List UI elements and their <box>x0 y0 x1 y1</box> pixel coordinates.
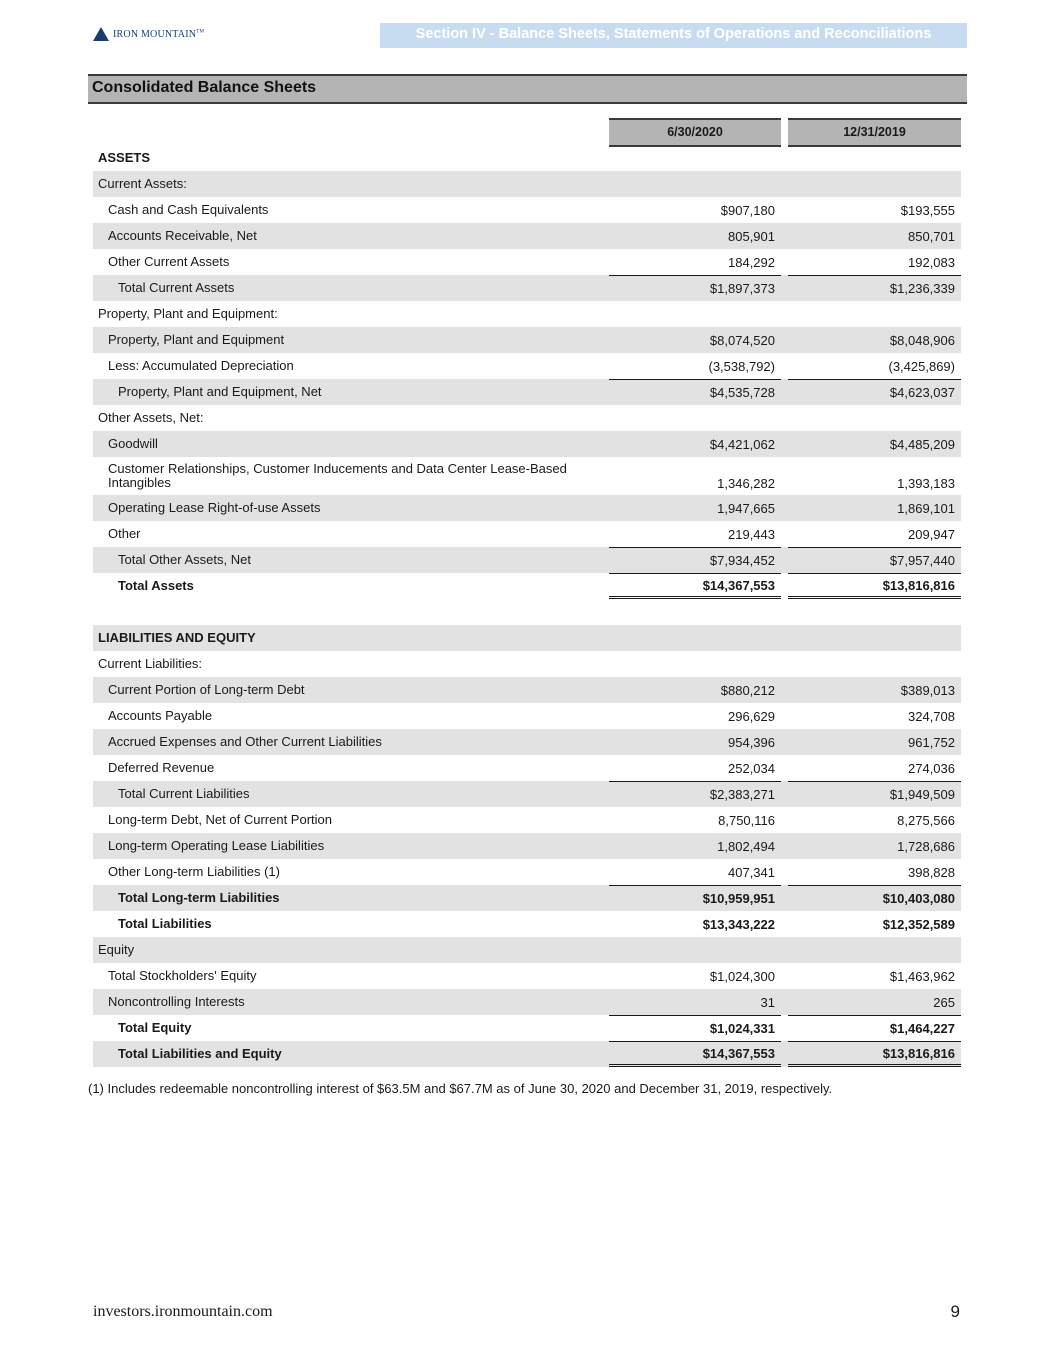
value-2020: 184,292 <box>728 254 775 270</box>
value-2019: 265 <box>933 994 955 1010</box>
value-2020: $7,934,452 <box>609 547 781 573</box>
row-label: Total Equity <box>118 1020 192 1035</box>
value-2020: 296,629 <box>728 708 775 724</box>
value-2019: $13,816,816 <box>788 573 961 599</box>
liabilities-equity-heading-row <box>93 625 961 651</box>
value-2020: $14,367,553 <box>609 573 781 599</box>
other-assets-heading-row <box>93 405 961 431</box>
row-label: Other <box>108 526 141 541</box>
deferred-revenue-row <box>93 755 961 781</box>
spacer-row <box>93 599 961 625</box>
total-current-assets-row <box>93 275 961 301</box>
row-label: Accrued Expenses and Other Current Liabilities <box>108 734 382 749</box>
row-label: Cash and Cash Equivalents <box>108 202 269 217</box>
row-label: Other Current Assets <box>108 254 230 269</box>
value-2020: (3,538,792) <box>708 358 775 374</box>
total-lt-liabilities-row <box>93 885 961 911</box>
value-2020: $2,383,271 <box>609 781 781 807</box>
value-2019: 1,728,686 <box>897 838 955 854</box>
operating-lease-assets-row <box>93 495 961 521</box>
value-2020: 954,396 <box>728 734 775 750</box>
row-label: Less: Accumulated Depreciation <box>108 358 294 373</box>
value-2019: $193,555 <box>900 202 955 218</box>
other-current-assets-row <box>93 249 961 275</box>
row-label: Current Liabilities: <box>98 656 203 671</box>
value-2020: $13,343,222 <box>702 916 775 932</box>
total-liabilities-row <box>93 911 961 937</box>
noncontrolling-interests-row <box>93 989 961 1015</box>
value-2020: 252,034 <box>728 760 775 776</box>
current-portion-ltd-row <box>93 677 961 703</box>
row-label: Total Other Assets, Net <box>118 552 251 567</box>
logo-text: IRON MOUNTAIN™ <box>113 28 205 40</box>
row-label: Property, Plant and Equipment <box>108 332 285 347</box>
row-label: Long-term Operating Lease Liabilities <box>108 838 325 853</box>
row-label: Operating Lease Right-of-use Assets <box>108 500 321 515</box>
accounts-receivable-row <box>93 223 961 249</box>
value-2020: $14,367,553 <box>609 1041 781 1067</box>
other-assets-row <box>93 521 961 547</box>
value-2019: $7,957,440 <box>788 547 961 573</box>
page-number: 9 <box>950 1302 960 1321</box>
value-2019: $1,949,509 <box>788 781 961 807</box>
value-2020: 8,750,116 <box>718 812 775 828</box>
row-label: Customer Relationships, Customer Inducements and Data Center Lease-Based Intangibles <box>108 461 567 490</box>
row-label: Accounts Payable <box>108 708 213 723</box>
value-2019: $4,623,037 <box>788 379 961 405</box>
ppe-heading-row <box>93 301 961 327</box>
row-label: Other Assets, Net: <box>98 410 204 425</box>
value-2019: 192,083 <box>908 254 955 270</box>
accrued-expenses-row <box>93 729 961 755</box>
row-label: Current Portion of Long-term Debt <box>108 682 305 697</box>
total-other-assets-row <box>93 547 961 573</box>
equity-heading-row <box>93 937 961 963</box>
column-header-12-31-2019: 12/31/2019 <box>788 118 961 147</box>
row-label: Property, Plant and Equipment: <box>98 306 278 321</box>
value-2019: $389,013 <box>900 682 955 698</box>
long-term-debt-row <box>93 807 961 833</box>
row-label: Equity <box>98 942 135 957</box>
value-2020: 407,341 <box>728 864 775 880</box>
value-2019: 1,393,183 <box>897 476 955 491</box>
ppe-row <box>93 327 961 353</box>
value-2020: $1,024,331 <box>609 1015 781 1041</box>
value-2019: 324,708 <box>908 708 955 724</box>
value-2020: 1,947,665 <box>717 500 775 516</box>
value-2020: $1,024,300 <box>709 968 775 984</box>
row-label: Goodwill <box>108 436 158 451</box>
lt-operating-lease-row <box>93 833 961 859</box>
row-label: Other Long-term Liabilities (1) <box>108 864 280 879</box>
row-label: Long-term Debt, Net of Current Portion <box>108 812 332 827</box>
value-2019: $13,816,816 <box>788 1041 961 1067</box>
row-label: Total Current Liabilities <box>118 786 250 801</box>
value-2020: 31 <box>760 994 775 1010</box>
row-label: Total Long-term Liabilities <box>118 890 280 905</box>
value-2019: $4,485,209 <box>889 436 955 452</box>
value-2020: $10,959,951 <box>609 885 781 911</box>
mountain-logo-icon <box>93 27 109 41</box>
ppe-net-row <box>93 379 961 405</box>
value-2019: 1,869,101 <box>897 500 955 516</box>
value-2020: 1,802,494 <box>717 838 775 854</box>
value-2020: $4,421,062 <box>709 436 775 452</box>
value-2019: $10,403,080 <box>788 885 961 911</box>
row-label: Accounts Receivable, Net <box>108 228 257 243</box>
row-label: Noncontrolling Interests <box>108 994 245 1009</box>
row-label: Total Liabilities and Equity <box>118 1046 282 1061</box>
section-banner: Section IV - Balance Sheets, Statements of Operations and Reconciliations <box>380 23 967 48</box>
row-label: Total Assets <box>118 578 194 593</box>
row-label: Deferred Revenue <box>108 760 215 775</box>
value-2019: 961,752 <box>908 734 955 750</box>
current-assets-heading-row <box>93 171 961 197</box>
value-2019: $8,048,906 <box>889 332 955 348</box>
value-2019: (3,425,869) <box>888 358 955 374</box>
row-label: Total Liabilities <box>118 916 212 931</box>
accounts-payable-row <box>93 703 961 729</box>
total-equity-row <box>93 1015 961 1041</box>
total-assets-row <box>93 573 961 599</box>
footnote: (1) Includes redeemable noncontrolling interest of $63.5M and $67.7M as of June 30, 2020 and December 31, 2019, respectively. <box>88 1081 833 1096</box>
balance-sheet-table <box>93 145 961 1067</box>
stockholders-equity-row <box>93 963 961 989</box>
accumulated-depreciation-row <box>93 353 961 379</box>
page-title: Consolidated Balance Sheets <box>92 79 317 96</box>
column-header-6-30-2020: 6/30/2020 <box>609 118 781 147</box>
page-title-bar <box>88 74 967 104</box>
total-liabilities-equity-row <box>93 1041 961 1067</box>
row-label: ASSETS <box>98 150 151 165</box>
value-2019: 850,701 <box>908 228 955 244</box>
row-label: Total Current Assets <box>118 280 235 295</box>
value-2020: 1,346,282 <box>717 476 775 491</box>
value-2019: 8,275,566 <box>897 812 955 828</box>
footer-url[interactable]: investors.ironmountain.com <box>93 1303 273 1320</box>
value-2019: $12,352,589 <box>882 916 955 932</box>
goodwill-row <box>93 431 961 457</box>
assets-heading-row <box>93 145 961 171</box>
customer-relationships-row <box>93 457 961 495</box>
value-2020: $8,074,520 <box>709 332 775 348</box>
cash-row <box>93 197 961 223</box>
value-2019: 274,036 <box>908 760 955 776</box>
value-2019: 209,947 <box>908 526 955 542</box>
row-label: Current Assets: <box>98 176 187 191</box>
value-2020: 219,443 <box>728 526 775 542</box>
row-label: LIABILITIES AND EQUITY <box>98 630 256 645</box>
iron-mountain-logo <box>93 27 204 41</box>
value-2020: 805,901 <box>728 228 775 244</box>
current-liabilities-heading-row <box>93 651 961 677</box>
value-2019: $1,236,339 <box>788 275 961 301</box>
value-2019: $1,463,962 <box>889 968 955 984</box>
other-lt-liabilities-row <box>93 859 961 885</box>
value-2020: $880,212 <box>720 682 775 698</box>
total-current-liabilities-row <box>93 781 961 807</box>
value-2019: 398,828 <box>908 864 955 880</box>
value-2020: $907,180 <box>720 202 775 218</box>
value-2019: $1,464,227 <box>788 1015 961 1041</box>
row-label: Total Stockholders' Equity <box>108 968 257 983</box>
row-label: Property, Plant and Equipment, Net <box>118 384 322 399</box>
value-2020: $1,897,373 <box>609 275 781 301</box>
value-2020: $4,535,728 <box>609 379 781 405</box>
